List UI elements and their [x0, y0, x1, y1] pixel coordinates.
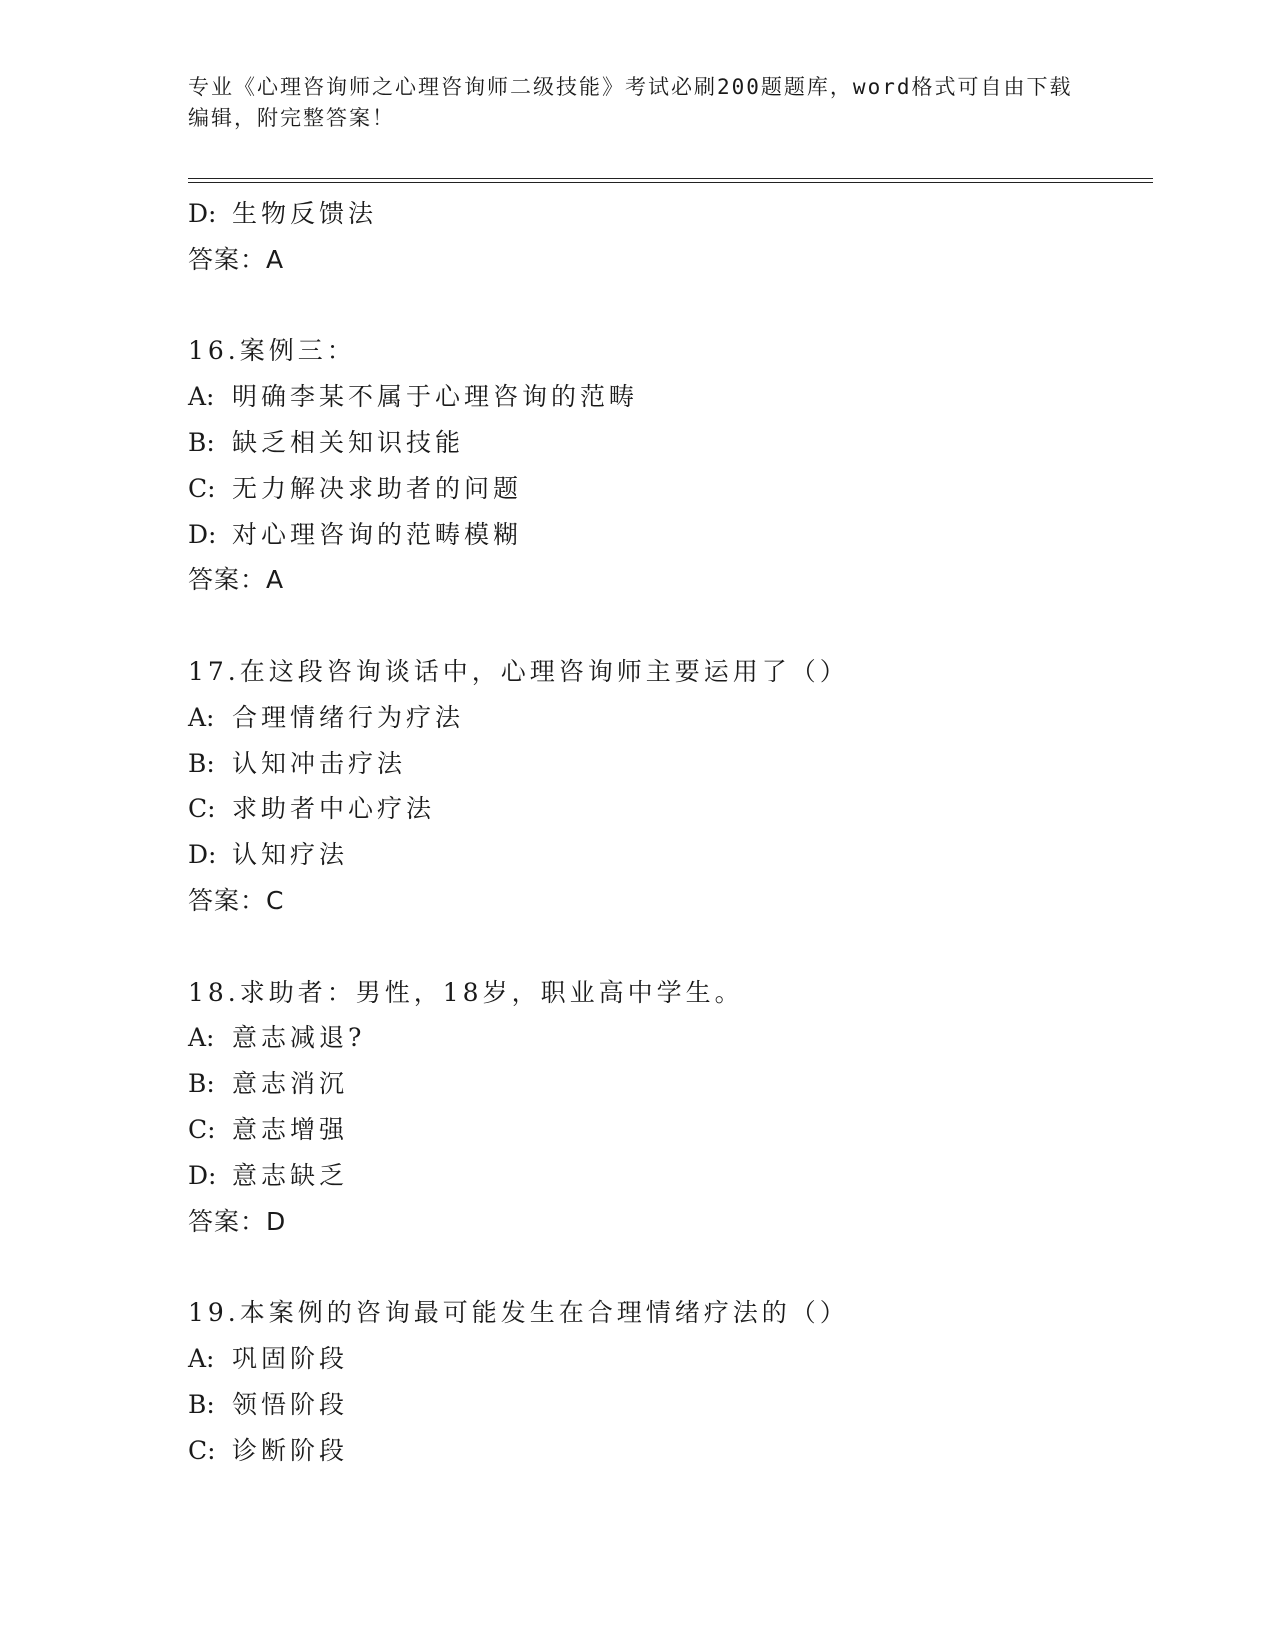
option-line: [188, 1107, 1153, 1153]
answer-value: A: [266, 244, 285, 274]
option-key: B:: [188, 748, 215, 778]
spacer: [188, 924, 1153, 970]
spacer: [188, 283, 1153, 329]
answer-prefix: 答案：: [188, 244, 267, 274]
option-line: [188, 741, 1153, 787]
question-stem-text: 18.求助者：男性，18岁，职业高中学生。: [188, 977, 744, 1007]
option-line: [188, 1382, 1153, 1428]
option-line: [188, 786, 1153, 832]
header-text: 专业《心理咨询师之心理咨询师二级技能》考试必刷200题题库，word格式可自由下载编辑，附完整答案！: [188, 75, 1073, 130]
option-text: 缺乏相关知识技能: [232, 427, 465, 457]
question-stem-text: 16.案例三：: [188, 336, 356, 366]
option-key: A:: [188, 382, 215, 412]
option-line: [188, 832, 1153, 878]
answer-line: [188, 1199, 1153, 1245]
page-header: [188, 72, 1088, 134]
answer-value: C: [266, 885, 285, 915]
option-key: D:: [188, 1160, 217, 1190]
option-line: [188, 1336, 1153, 1382]
option-text: 认知冲击疗法: [232, 748, 407, 778]
option-line: [188, 191, 1153, 237]
option-key: C:: [188, 473, 216, 503]
answer-line: [188, 878, 1153, 924]
question-stem-text: 19.本案例的咨询最可能发生在合理情绪疗法的（）: [188, 1298, 849, 1328]
option-line: [188, 374, 1153, 420]
option-text: 巩固阶段: [232, 1343, 349, 1373]
option-key: D:: [188, 199, 217, 228]
question-stem: [188, 1290, 1153, 1336]
option-key: A:: [188, 1023, 215, 1053]
option-text: 意志消沉: [232, 1069, 349, 1099]
answer-value: A: [266, 565, 285, 595]
option-key: A:: [188, 702, 215, 732]
question-stem-text: 17.在这段咨询谈话中，心理咨询师主要运用了（）: [188, 656, 849, 686]
option-text: 领悟阶段: [232, 1389, 349, 1419]
option-text: 生物反馈法: [232, 199, 378, 228]
spacer: [188, 603, 1153, 649]
option-line: [188, 466, 1153, 512]
option-key: D:: [188, 519, 217, 549]
option-text: 意志增强: [232, 1114, 349, 1144]
answer-line: [188, 557, 1153, 603]
question-list: [188, 191, 1153, 1473]
option-line: [188, 1153, 1153, 1199]
answer-line: [188, 237, 1153, 283]
option-text: 明确李某不属于心理咨询的范畴: [232, 382, 639, 412]
option-text: 意志缺乏: [232, 1160, 349, 1190]
header-double-rule: [188, 178, 1153, 183]
option-text: 无力解决求助者的问题: [232, 473, 523, 503]
option-key: A:: [188, 1343, 215, 1373]
spacer: [188, 1244, 1153, 1290]
answer-prefix: 答案：: [188, 1206, 267, 1236]
option-key: D:: [188, 840, 217, 870]
option-key: C:: [188, 1114, 216, 1144]
option-line: [188, 1061, 1153, 1107]
option-text: 对心理咨询的范畴模糊: [232, 519, 523, 549]
answer-prefix: 答案：: [188, 565, 267, 595]
question-stem: [188, 328, 1153, 374]
option-line: [188, 695, 1153, 741]
option-line: [188, 512, 1153, 558]
question-stem: [188, 970, 1153, 1016]
option-key: C:: [188, 794, 216, 824]
option-key: B:: [188, 1389, 215, 1419]
question-stem: [188, 649, 1153, 695]
option-text: 求助者中心疗法: [232, 794, 436, 824]
option-text: 意志减退?: [232, 1023, 366, 1053]
option-key: C:: [188, 1435, 216, 1465]
option-text: 认知疗法: [232, 840, 349, 870]
option-line: [188, 1015, 1153, 1061]
option-key: B:: [188, 427, 215, 457]
option-text: 诊断阶段: [232, 1435, 349, 1465]
option-text: 合理情绪行为疗法: [232, 702, 465, 732]
answer-prefix: 答案：: [188, 885, 267, 915]
answer-value: D: [266, 1206, 287, 1236]
option-line: [188, 420, 1153, 466]
option-key: B:: [188, 1069, 215, 1099]
option-line: [188, 1428, 1153, 1474]
